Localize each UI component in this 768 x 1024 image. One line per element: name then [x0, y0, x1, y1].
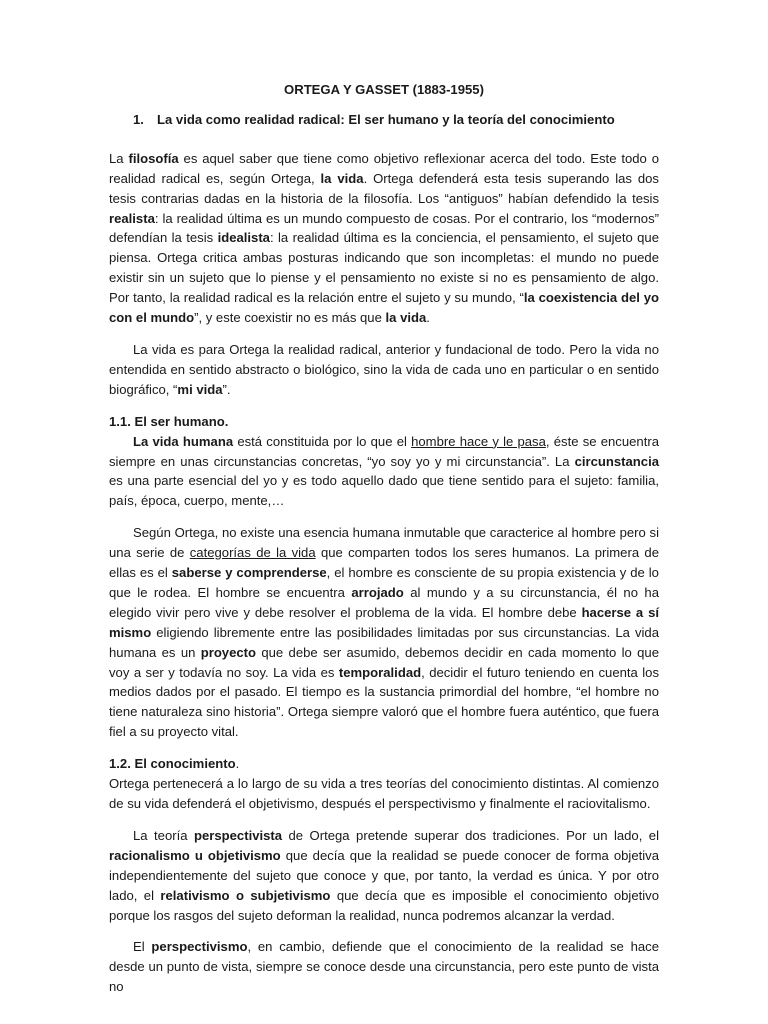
section-title: La vida como realidad radical: El ser humano y la teoría del conocimiento [157, 111, 615, 127]
subsection-heading-conocimiento: 1.2. El conocimiento. [109, 756, 240, 772]
subsection-heading-ser-humano: 1.1. El ser humano. [109, 413, 229, 429]
document-title: ORTEGA Y GASSET (1883-1955) [284, 82, 484, 97]
paragraph-categorias: Según Ortega, no existe una esencia humana inmutable que caracterice al hombre pero si una serie de categorías de la vida que comparten todos los seres humanos. La primera de ellas es el saberse y comprenderse, el hombre es consciente de su propia existencia y de lo que le rodea. El hombre se encuentra arrojado al mundo y a su circunstancia, él no ha elegido vivir pero vive y debe resolver el problema de la vida. El hombre debe hacerse a sí mismo eligiendo libremente entre las posibilidades limitadas por sus circunstancias. La vida humana es un proyecto que debe ser asumido, debemos decidir en cada momento lo que voy a ser y todavía no soy. La vida es temporalidad, decidir el futuro teniendo en cuenta los medios dados por el pasado. El tiempo es la sustancia primordial del hombre, “el hombre no tiene naturaleza sino historia”. Ortega siempre valoró que el hombre fuera auténtico, que fuera fiel a su proyecto vital. [109, 525, 660, 740]
paragraph-perspectivista: La teoría perspectivista de Ortega pretende superar dos tradiciones. Por un lado, el racionalismo u objetivismo que decía que la realidad se puede conocer de forma objetiva independientemente del sujeto que conoce y que, por tanto, la verdad es única. Y por otro lado, el relativismo o subjetivismo que decía que es imposible el conocimiento objetivo porque los rasgos del sujeto deforman la realidad, nunca podremos alcanzar la verdad. [109, 827, 659, 923]
paragraph-teorias: Ortega pertenecerá a lo largo de su vida a tres teorías del conocimiento distintas. Al comienzo de su vida defenderá el objetivismo, después el perspectivismo y finalmente el raciovitalismo. [109, 776, 659, 811]
paragraph-filosofia: La filosofía es aquel saber que tiene como objetivo reflexionar acerca del todo. Este todo o realidad radical es, según Ortega, la vida. Ortega defenderá esta tesis superando las dos tesis contrarias dadas en la historia de la filosofía. Los “antiguos” habían defendido la tesis realista: la realidad última es un mundo compuesto de cosas. Por el contrario, los “modernos” defendían la tesis idealista: la realidad última es la conciencia, el pensamiento, el sujeto que piensa. Ortega critica ambas posturas indicando que son incompletas: el mundo no puede existir sin un sujeto que lo piense y el pensamiento no existe si no es pensamiento de algo. Por tanto, la realidad radical es la relación entre el sujeto y su mundo, “la coexistencia del yo con el mundo”, y este coexistir no es más que la vida. [109, 150, 660, 326]
section-heading [109, 110, 659, 130]
paragraph-vida-humana: La vida humana está constituida por lo que el hombre hace y le pasa, éste se encuentra siempre en unas circunstancias concretas, “yo soy yo y mi circunstancia”. La circunstancia es una parte esencial del yo y es todo aquello dado que tiene sentido para el sujeto: familia, país, época, cuerpo, mente,… [109, 433, 659, 509]
paragraph-perspectivismo: El perspectivismo, en cambio, defiende que el conocimiento de la realidad se hace desde un punto de vista, siempre se conoce desde una circunstancia, pero este punto de vista no [109, 939, 660, 995]
document-page [109, 80, 659, 997]
section-number: 1. [133, 111, 144, 127]
paragraph-vida: La vida es para Ortega la realidad radical, anterior y fundacional de todo. Pero la vida no entendida en sentido abstracto o biológico, sino la vida de cada uno en particular o en sentido biográfico, “mi vida”. [109, 341, 659, 397]
